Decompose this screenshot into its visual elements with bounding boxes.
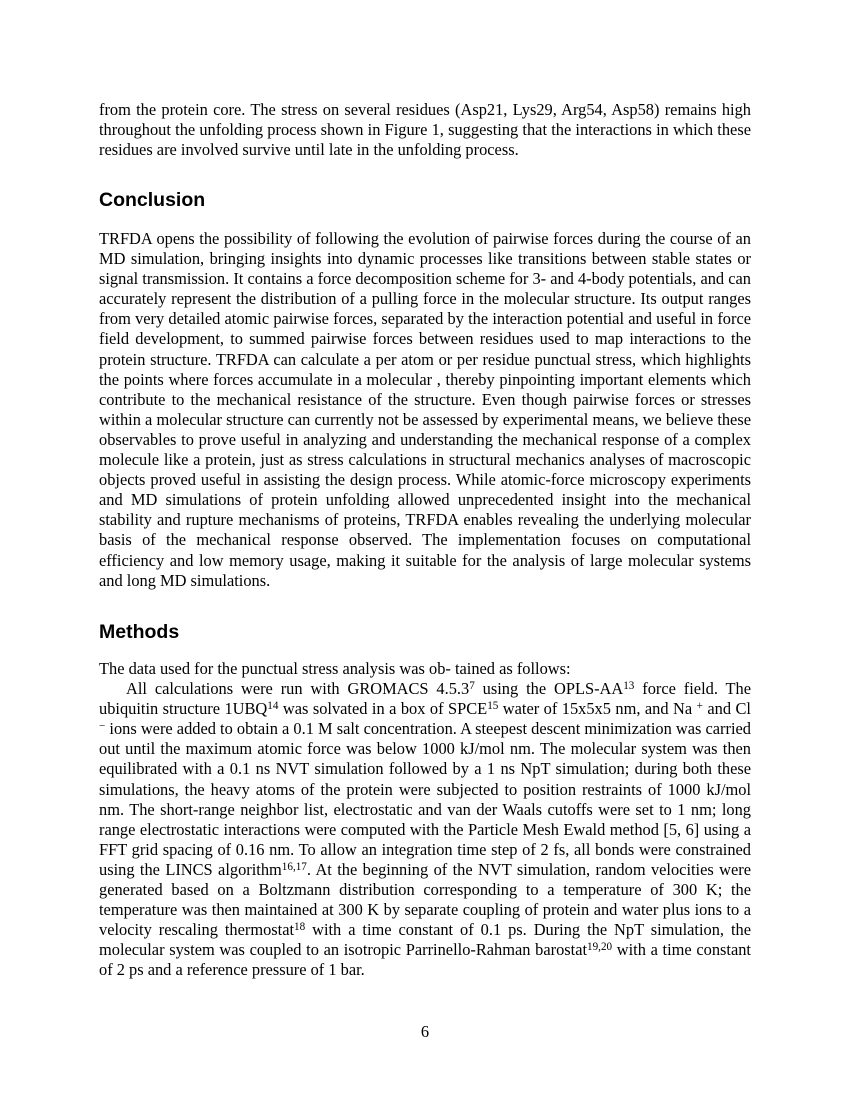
methods-section [99,659,751,981]
section-heading-conclusion: Conclusion [99,189,206,211]
section-heading-methods: Methods [99,621,180,643]
methods-paragraph-1: The data used for the punctual stress analysis was ob- tained as follows: [99,659,571,678]
page-number: 6 [420,1022,430,1041]
intro-paragraph: from the protein core. The stress on several residues (Asp21, Lys29, Arg54, Asp58) remains high throughout the unfolding process shown in Figure 1, suggesting that the interactions in which these residues are involved survive until late in the unfolding process. [99,100,751,160]
conclusion-paragraph: TRFDA opens the possibility of following the evolution of pairwise forces during the course of an MD simulation, bringing insights into dynamic processes like transitions between stable states or signal transmission. It contains a force decomposition scheme for 3- and 4-body potentials, and can accurately represent the distribution of a pulling force in the molecular structure. Its output ranges from very detailed atomic pairwise forces, separated by the interaction potential and useful in force field development, to summed pairwise forces between residues used to map interactions to the protein structure. TRFDA can calculate a per atom or per residue punctual stress, which highlights the points where forces accumulate in a molecular , thereby pinpointing important elements which contribute to the mechanical resistance of the structure. Even though pairwise forces or stresses within a molecular structure can currently not be assessed by experimental means, we believe these observables to prove useful in analyzing and understanding the mechanical response of a complex molecule like a protein, just as stress calculations in structural mechanics analyses of macroscopic objects proved useful in assisting the design process. While atomic-force microscopy experiments and MD simulations of protein unfolding allowed unprecedented insight into the mechanical stability and rupture mechanisms of proteins, TRFDA enables revealing the underlying molecular basis of the mechanical response observed. The implementation focuses on computational efficiency and low memory usage, making it suitable for the analysis of large molecular systems and long MD simulations. [99,229,751,590]
methods-paragraph-2: All calculations were run with GROMACS 4.5.3$^7$ using the OPLS-AA$^{13}$ force field. The ubiquitin structure 1UBQ$^{14}$ was solvated in a box of SPCE$^{15}$ water of 15x5x5 nm, and Na + and Cl − ions were added to obtain a 0.1 M salt concentration. A steepest descent minimization was carried out until the maximum atomic force was below 1000 kJ/mol nm. The molecular system was then equilibrated with a 0.1 ns NVT simulation followed by a 1 ns NpT simulation; during both these simulations, the heavy atoms of the protein were subjected to position restraints of 1000 kJ/mol nm. The short-range neighbor list, electrostatic and van der Waals cutoffs were set to 1 nm; long range electrostatic interactions were computed with the Particle Mesh Ewald method [5, 6] using a FFT grid spacing of 0.16 nm. To allow an integration time step of 2 fs, all bonds were constrained using the LINCS algorithm$^{16,17}$. At the beginning of the NVT simulation, random velocities were generated based on a Boltzmann distribution corresponding to a temperature of 300 K; the temperature was then maintained at 300 K by separate coupling of protein and water plus ions to a velocity rescaling thermostat$^{18}$ with a time constant of 0.1 ps. During the NpT simulation, the molecular system was coupled to an isotropic Parrinello-Rahman barostat$^{19,20}$ with a time constant of 2 ps and a reference pressure of 1 bar. [99,679,752,980]
